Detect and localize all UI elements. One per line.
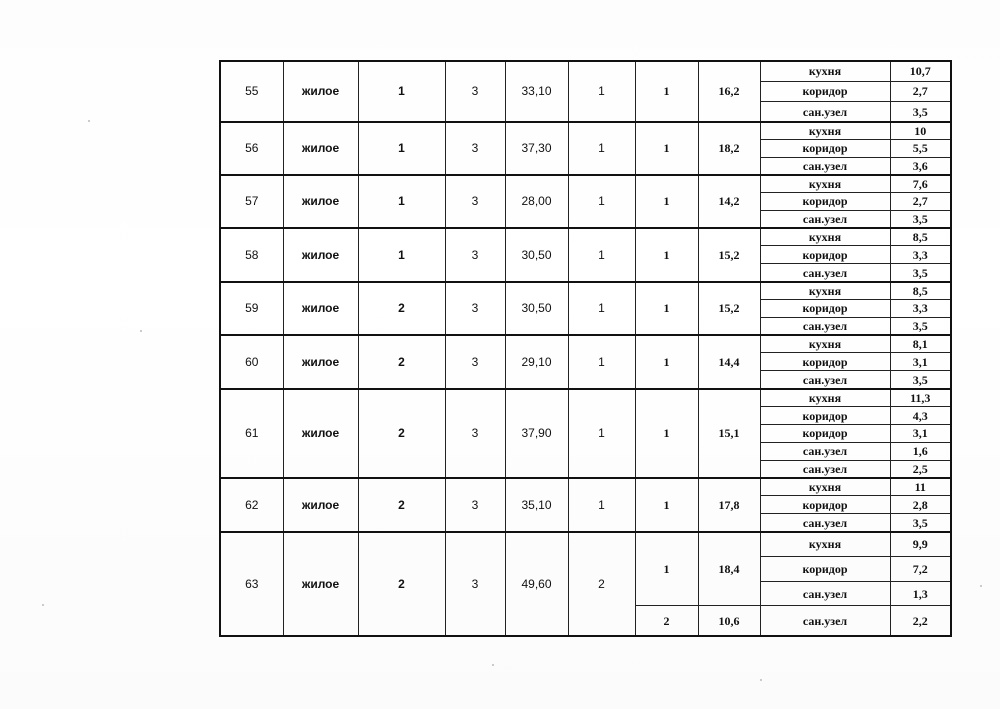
level-number-cell: 1: [635, 175, 698, 228]
room-name-cell: кухня: [760, 228, 890, 246]
apartment-number-cell: 57: [220, 175, 283, 228]
room-area-cell: 3,3: [890, 246, 951, 264]
living-area-cell: 14,2: [698, 175, 760, 228]
total-area-cell: 30,50: [505, 228, 568, 282]
room-name-cell: коридор: [760, 496, 890, 514]
level-number-cell: 1: [635, 335, 698, 389]
room-name-cell: сан.узел: [760, 264, 890, 282]
room-count-cell: 2: [358, 478, 445, 532]
apartment-number-cell: 61: [220, 389, 283, 478]
level-count-cell: 1: [568, 389, 635, 478]
apartment-number-cell: 55: [220, 61, 283, 122]
total-area-cell: 29,10: [505, 335, 568, 389]
table-row: [220, 389, 951, 407]
table-row: [220, 478, 951, 496]
room-area-cell: 3,1: [890, 424, 951, 442]
apartment-number-cell: 63: [220, 532, 283, 636]
room-count-cell: 1: [358, 228, 445, 282]
room-name-cell: коридор: [760, 300, 890, 318]
room-name-cell: сан.узел: [760, 157, 890, 175]
scan-speck: [140, 330, 142, 332]
apartment-type-cell: жилое: [283, 228, 358, 282]
floor-cell: 3: [445, 122, 505, 175]
room-area-cell: 1,3: [890, 581, 951, 606]
room-name-cell: коридор: [760, 246, 890, 264]
apartment-table: [219, 60, 952, 637]
floor-cell: 3: [445, 335, 505, 389]
room-area-cell: 2,7: [890, 81, 951, 101]
apartment-type-cell: жилое: [283, 282, 358, 335]
room-name-cell: сан.узел: [760, 606, 890, 636]
table-row: [220, 228, 951, 246]
apartment-number-cell: 60: [220, 335, 283, 389]
room-area-cell: 5,5: [890, 140, 951, 158]
room-area-cell: 9,9: [890, 532, 951, 557]
room-name-cell: сан.узел: [760, 514, 890, 532]
floor-cell: 3: [445, 389, 505, 478]
living-area-cell: 15,1: [698, 389, 760, 478]
room-name-cell: кухня: [760, 478, 890, 496]
living-area-cell: 10,6: [698, 606, 760, 636]
living-area-cell: 17,8: [698, 478, 760, 532]
room-name-cell: сан.узел: [760, 371, 890, 389]
room-area-cell: 11: [890, 478, 951, 496]
room-name-cell: сан.узел: [760, 317, 890, 335]
living-area-cell: 16,2: [698, 61, 760, 122]
level-number-cell: 2: [635, 606, 698, 636]
level-number-cell: 1: [635, 478, 698, 532]
floor-cell: 3: [445, 61, 505, 122]
table-row: [220, 175, 951, 193]
room-count-cell: 1: [358, 175, 445, 228]
total-area-cell: 33,10: [505, 61, 568, 122]
room-name-cell: коридор: [760, 557, 890, 582]
level-count-cell: 1: [568, 175, 635, 228]
room-area-cell: 3,6: [890, 157, 951, 175]
apartment-type-cell: жилое: [283, 478, 358, 532]
room-count-cell: 2: [358, 389, 445, 478]
table-row: [220, 335, 951, 353]
level-count-cell: 1: [568, 335, 635, 389]
room-area-cell: 11,3: [890, 389, 951, 407]
total-area-cell: 37,30: [505, 122, 568, 175]
table-row: [220, 122, 951, 140]
room-name-cell: коридор: [760, 140, 890, 158]
room-area-cell: 2,7: [890, 193, 951, 211]
room-area-cell: 8,5: [890, 282, 951, 300]
scan-speck: [42, 604, 44, 606]
scan-speck: [88, 120, 90, 122]
room-area-cell: 3,1: [890, 353, 951, 371]
level-count-cell: 1: [568, 61, 635, 122]
room-count-cell: 2: [358, 282, 445, 335]
apartment-number-cell: 58: [220, 228, 283, 282]
room-name-cell: сан.узел: [760, 210, 890, 228]
room-name-cell: сан.узел: [760, 442, 890, 460]
room-area-cell: 2,8: [890, 496, 951, 514]
room-area-cell: 7,2: [890, 557, 951, 582]
level-number-cell: 1: [635, 228, 698, 282]
scan-speck: [760, 679, 762, 681]
apartment-type-cell: жилое: [283, 61, 358, 122]
room-name-cell: коридор: [760, 424, 890, 442]
room-area-cell: 7,6: [890, 175, 951, 193]
room-name-cell: кухня: [760, 282, 890, 300]
total-area-cell: 30,50: [505, 282, 568, 335]
room-name-cell: кухня: [760, 389, 890, 407]
level-number-cell: 1: [635, 532, 698, 606]
room-area-cell: 10,7: [890, 61, 951, 81]
room-area-cell: 3,5: [890, 102, 951, 122]
room-area-cell: 8,1: [890, 335, 951, 353]
room-area-cell: 1,6: [890, 442, 951, 460]
room-area-cell: 3,5: [890, 210, 951, 228]
room-name-cell: кухня: [760, 335, 890, 353]
room-area-cell: 3,5: [890, 264, 951, 282]
room-area-cell: 10: [890, 122, 951, 140]
room-name-cell: кухня: [760, 532, 890, 557]
apartment-type-cell: жилое: [283, 532, 358, 636]
room-name-cell: коридор: [760, 353, 890, 371]
apartment-number-cell: 59: [220, 282, 283, 335]
level-number-cell: 1: [635, 122, 698, 175]
room-count-cell: 1: [358, 61, 445, 122]
level-count-cell: 1: [568, 282, 635, 335]
floor-cell: 3: [445, 478, 505, 532]
room-area-cell: 8,5: [890, 228, 951, 246]
floor-cell: 3: [445, 282, 505, 335]
living-area-cell: 15,2: [698, 228, 760, 282]
room-name-cell: коридор: [760, 193, 890, 211]
apartment-table-body: [220, 61, 951, 636]
room-name-cell: сан.узел: [760, 102, 890, 122]
room-area-cell: 3,5: [890, 514, 951, 532]
floor-cell: 3: [445, 532, 505, 636]
apartment-type-cell: жилое: [283, 122, 358, 175]
level-count-cell: 1: [568, 122, 635, 175]
apartment-number-cell: 62: [220, 478, 283, 532]
total-area-cell: 28,00: [505, 175, 568, 228]
living-area-cell: 15,2: [698, 282, 760, 335]
room-name-cell: коридор: [760, 407, 890, 425]
room-count-cell: 2: [358, 335, 445, 389]
table-row: [220, 532, 951, 557]
table-row: [220, 61, 951, 81]
apartment-type-cell: жилое: [283, 335, 358, 389]
room-area-cell: 3,3: [890, 300, 951, 318]
scan-speck: [492, 664, 494, 666]
room-count-cell: 2: [358, 532, 445, 636]
floor-cell: 3: [445, 175, 505, 228]
floor-cell: 3: [445, 228, 505, 282]
room-area-cell: 3,5: [890, 371, 951, 389]
level-count-cell: 2: [568, 532, 635, 636]
level-number-cell: 1: [635, 61, 698, 122]
apartment-type-cell: жилое: [283, 175, 358, 228]
living-area-cell: 14,4: [698, 335, 760, 389]
room-name-cell: кухня: [760, 61, 890, 81]
total-area-cell: 35,10: [505, 478, 568, 532]
room-name-cell: кухня: [760, 122, 890, 140]
room-area-cell: 4,3: [890, 407, 951, 425]
room-name-cell: сан.узел: [760, 460, 890, 478]
room-name-cell: кухня: [760, 175, 890, 193]
room-name-cell: сан.узел: [760, 581, 890, 606]
level-number-cell: 1: [635, 389, 698, 478]
room-name-cell: коридор: [760, 81, 890, 101]
total-area-cell: 49,60: [505, 532, 568, 636]
level-count-cell: 1: [568, 228, 635, 282]
room-area-cell: 2,5: [890, 460, 951, 478]
table-row: [220, 282, 951, 300]
room-count-cell: 1: [358, 122, 445, 175]
living-area-cell: 18,4: [698, 532, 760, 606]
level-count-cell: 1: [568, 478, 635, 532]
total-area-cell: 37,90: [505, 389, 568, 478]
level-number-cell: 1: [635, 282, 698, 335]
room-area-cell: 3,5: [890, 317, 951, 335]
apartment-type-cell: жилое: [283, 389, 358, 478]
apartment-number-cell: 56: [220, 122, 283, 175]
scan-speck: [980, 585, 982, 587]
room-area-cell: 2,2: [890, 606, 951, 636]
living-area-cell: 18,2: [698, 122, 760, 175]
